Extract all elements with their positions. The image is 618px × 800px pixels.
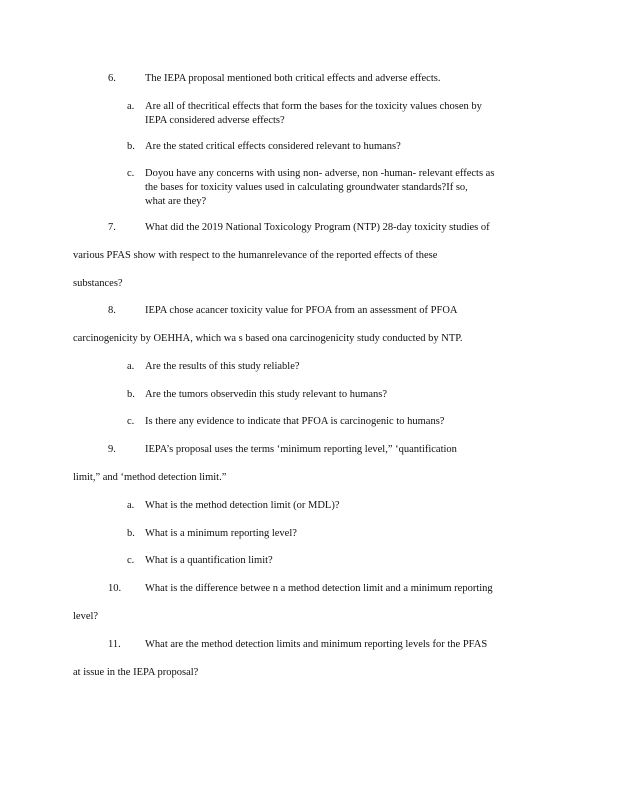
sub-question-text: Is there any evidence to indicate that PFOA is carcinogenic to humans?	[145, 416, 445, 427]
sub-question-text: Are the tumors observedin this study relevant to humans?	[145, 389, 388, 400]
question-number: 7.	[108, 222, 116, 233]
sub-question-text: Are the results of this study reliable?	[145, 361, 300, 372]
question-text: What are the method detection limits and minimum reporting levels for the PFAS	[145, 639, 488, 650]
question-text: limit,” and ‘method detection limit.”	[73, 472, 227, 483]
question-text: various PFAS show with respect to the humanrelevance of the reported effects of these	[73, 250, 438, 261]
question-number: 8.	[108, 305, 116, 316]
sub-question-text: what are they?	[145, 196, 207, 207]
sub-question-letter: b.	[127, 528, 135, 539]
sub-question-letter: b.	[127, 141, 135, 152]
sub-question-text: What is a minimum reporting level?	[145, 528, 297, 539]
sub-question-text: the bases for toxicity values used in calculating groundwater standards?If so,	[145, 182, 468, 193]
question-number: 6.	[108, 73, 116, 84]
question-text: What is the difference betwee n a method detection limit and a minimum reporting	[145, 583, 493, 594]
question-text: IEPA chose acancer toxicity value for PFOA from an assessment of PFOA	[145, 305, 458, 316]
question-number: 9.	[108, 444, 116, 455]
sub-question-letter: c.	[127, 168, 135, 179]
sub-question-letter: a.	[127, 101, 135, 112]
question-text: The IEPA proposal mentioned both critical effects and adverse effects.	[145, 73, 441, 84]
question-text: carcinogenicity by OEHHA, which wa s based ona carcinogenicity study conducted by NTP.	[73, 333, 463, 344]
question-text: substances?	[73, 278, 123, 289]
sub-question-letter: c.	[127, 555, 135, 566]
sub-question-text: Are the stated critical effects considered relevant to humans?	[145, 141, 401, 152]
sub-question-text: IEPA considered adverse effects?	[145, 115, 285, 126]
sub-question-letter: a.	[127, 361, 135, 372]
question-text: at issue in the IEPA proposal?	[73, 667, 199, 678]
question-text: level?	[73, 611, 99, 622]
question-number: 10.	[108, 583, 122, 594]
sub-question-text: What is the method detection limit (or MDL)?	[145, 500, 340, 511]
sub-question-letter: b.	[127, 389, 135, 400]
question-number: 11.	[108, 639, 121, 650]
sub-question-letter: a.	[127, 500, 135, 511]
sub-question-text: Doyou have any concerns with using non- adverse, non -human- relevant effects as	[145, 168, 495, 179]
question-text: What did the 2019 National Toxicology Program (NTP) 28-day toxicity studies of	[145, 222, 490, 233]
sub-question-text: Are all of thecritical effects that form the bases for the toxicity values chosen by	[145, 101, 482, 112]
sub-question-text: What is a quantification limit?	[145, 555, 273, 566]
sub-question-letter: c.	[127, 416, 135, 427]
question-text: IEPA’s proposal uses the terms ‘minimum reporting level,” ‘quantification	[145, 444, 457, 455]
